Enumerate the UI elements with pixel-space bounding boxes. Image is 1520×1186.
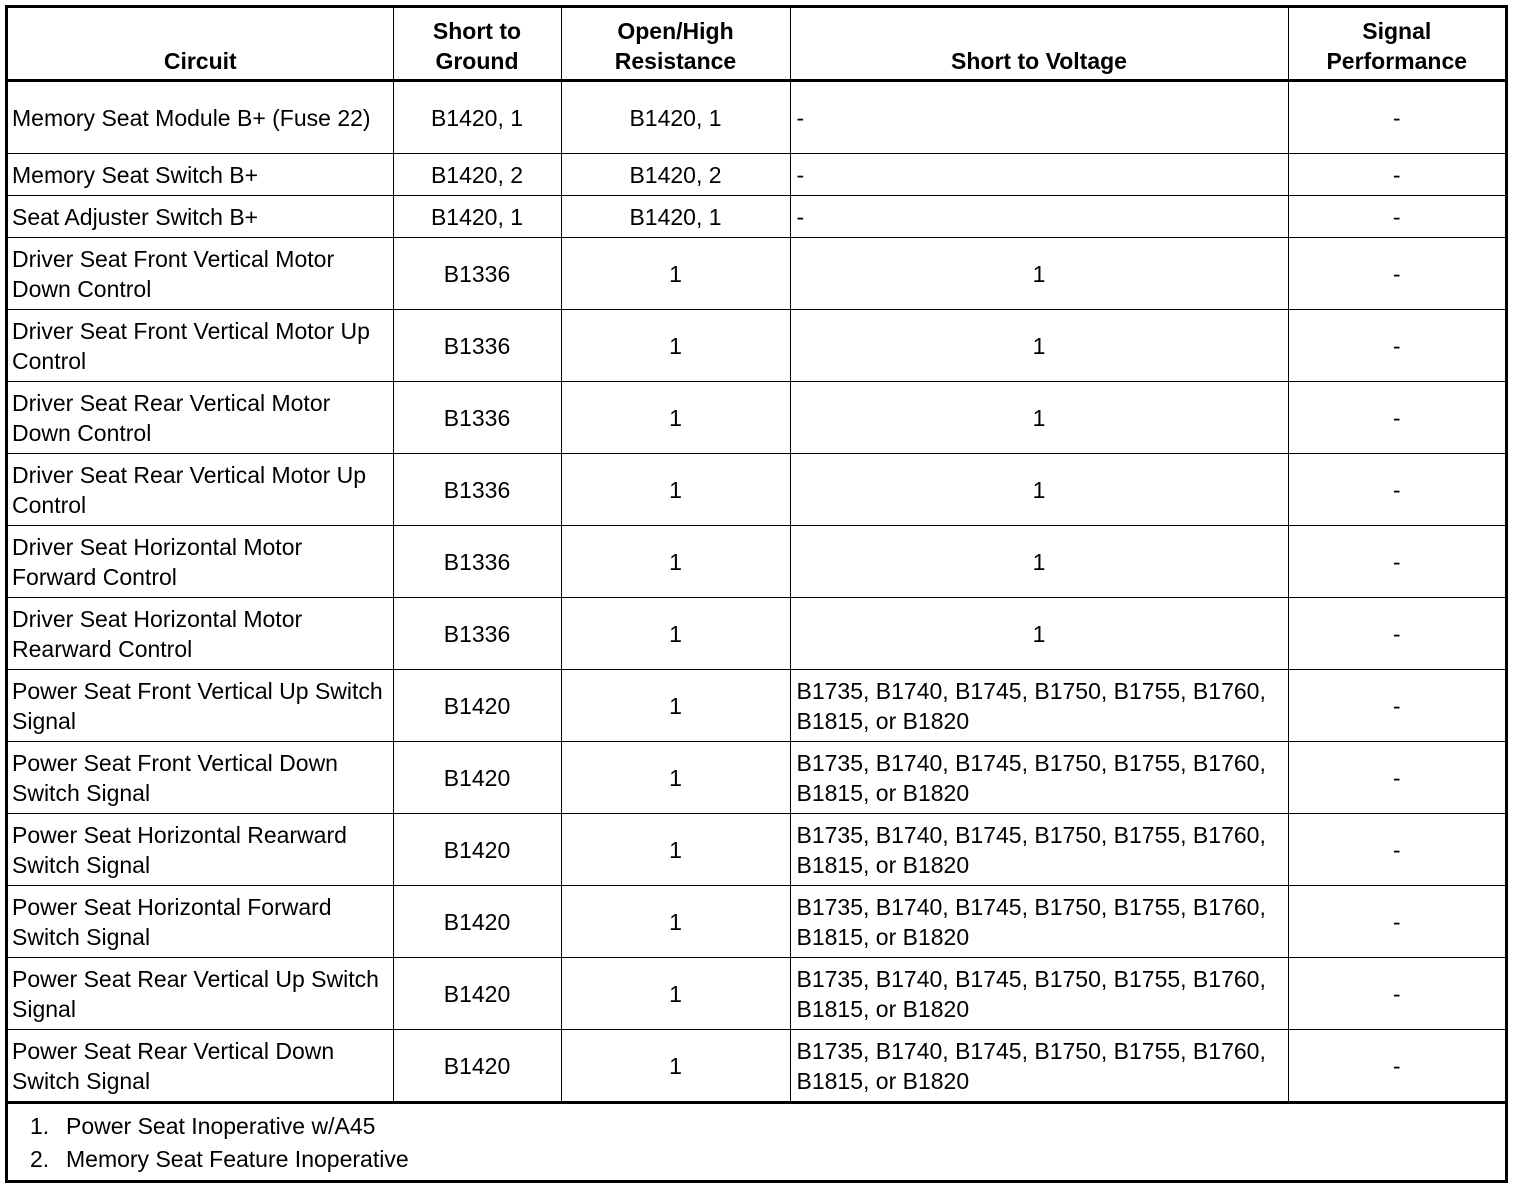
footnote-number: 1.: [30, 1113, 50, 1139]
cell-short-to-voltage: 1: [790, 598, 1288, 670]
cell-short-to-voltage: 1: [790, 310, 1288, 382]
footnote-item: [30, 1143, 1505, 1176]
footnote-text: Memory Seat Feature Inoperative: [66, 1146, 409, 1172]
table-row: [8, 670, 1505, 742]
table-row: [8, 310, 1505, 382]
cell-short-to-voltage: B1735, B1740, B1745, B1750, B1755, B1760, B1815, or B1820: [790, 958, 1288, 1030]
footnote-number: 2.: [30, 1146, 50, 1172]
cell-short-to-voltage: -: [790, 81, 1288, 154]
cell-circuit: Memory Seat Switch B+: [8, 154, 393, 196]
cell-short-to-ground: B1420: [393, 886, 561, 958]
cell-signal-performance: -: [1288, 196, 1505, 238]
cell-circuit: Power Seat Rear Vertical Up Switch Signal: [8, 958, 393, 1030]
cell-open-high-resistance: 1: [561, 958, 790, 1030]
cell-short-to-ground: B1336: [393, 382, 561, 454]
cell-open-high-resistance: B1420, 1: [561, 196, 790, 238]
table-row: [8, 814, 1505, 886]
cell-circuit: Power Seat Front Vertical Up Switch Signal: [8, 670, 393, 742]
table-row: [8, 154, 1505, 196]
cell-short-to-voltage: B1735, B1740, B1745, B1750, B1755, B1760, B1815, or B1820: [790, 814, 1288, 886]
cell-signal-performance: -: [1288, 742, 1505, 814]
cell-short-to-ground: B1336: [393, 454, 561, 526]
cell-circuit: Power Seat Horizontal Rearward Switch Signal: [8, 814, 393, 886]
header-open-high-resistance: Open/High Resistance: [561, 8, 790, 81]
header-signal-performance: Signal Performance: [1288, 8, 1505, 81]
table-row: [8, 526, 1505, 598]
cell-short-to-ground: B1336: [393, 598, 561, 670]
cell-circuit: Power Seat Rear Vertical Down Switch Signal: [8, 1030, 393, 1103]
cell-short-to-ground: B1420: [393, 670, 561, 742]
cell-open-high-resistance: 1: [561, 1030, 790, 1103]
table-body: [8, 81, 1505, 1103]
cell-circuit: Seat Adjuster Switch B+: [8, 196, 393, 238]
table-row: [8, 81, 1505, 154]
cell-short-to-ground: B1420, 2: [393, 154, 561, 196]
cell-short-to-ground: B1420, 1: [393, 196, 561, 238]
cell-signal-performance: -: [1288, 814, 1505, 886]
cell-open-high-resistance: 1: [561, 742, 790, 814]
cell-circuit: Power Seat Horizontal Forward Switch Signal: [8, 886, 393, 958]
cell-open-high-resistance: 1: [561, 382, 790, 454]
cell-signal-performance: -: [1288, 310, 1505, 382]
table-row: [8, 454, 1505, 526]
cell-circuit: Driver Seat Rear Vertical Motor Down Control: [8, 382, 393, 454]
cell-open-high-resistance: B1420, 2: [561, 154, 790, 196]
cell-open-high-resistance: B1420, 1: [561, 81, 790, 154]
table-row: [8, 886, 1505, 958]
cell-signal-performance: -: [1288, 886, 1505, 958]
table-row: [8, 958, 1505, 1030]
cell-open-high-resistance: 1: [561, 814, 790, 886]
header-row: [8, 8, 1505, 81]
cell-open-high-resistance: 1: [561, 454, 790, 526]
cell-circuit: Memory Seat Module B+ (Fuse 22): [8, 81, 393, 154]
table-row: [8, 238, 1505, 310]
table-row: [8, 382, 1505, 454]
header-short-to-voltage: Short to Voltage: [790, 8, 1288, 81]
cell-circuit: Driver Seat Front Vertical Motor Up Control: [8, 310, 393, 382]
cell-signal-performance: -: [1288, 382, 1505, 454]
cell-open-high-resistance: 1: [561, 598, 790, 670]
cell-signal-performance: -: [1288, 526, 1505, 598]
cell-signal-performance: -: [1288, 598, 1505, 670]
cell-signal-performance: -: [1288, 454, 1505, 526]
cell-short-to-ground: B1336: [393, 310, 561, 382]
cell-circuit: Driver Seat Rear Vertical Motor Up Control: [8, 454, 393, 526]
footnote-text: Power Seat Inoperative w/A45: [66, 1113, 376, 1139]
table-row: [8, 196, 1505, 238]
cell-circuit: Driver Seat Horizontal Motor Rearward Control: [8, 598, 393, 670]
table-row: [8, 742, 1505, 814]
cell-signal-performance: -: [1288, 154, 1505, 196]
dtc-circuit-table-frame: [5, 5, 1508, 1183]
cell-open-high-resistance: 1: [561, 238, 790, 310]
cell-signal-performance: -: [1288, 81, 1505, 154]
cell-short-to-voltage: 1: [790, 382, 1288, 454]
header-circuit: Circuit: [8, 8, 393, 81]
cell-short-to-voltage: B1735, B1740, B1745, B1750, B1755, B1760, B1815, or B1820: [790, 742, 1288, 814]
cell-open-high-resistance: 1: [561, 886, 790, 958]
cell-open-high-resistance: 1: [561, 670, 790, 742]
cell-short-to-ground: B1420: [393, 1030, 561, 1103]
cell-open-high-resistance: 1: [561, 310, 790, 382]
cell-circuit: Power Seat Front Vertical Down Switch Signal: [8, 742, 393, 814]
cell-short-to-ground: B1336: [393, 238, 561, 310]
table-row: [8, 598, 1505, 670]
cell-short-to-voltage: 1: [790, 526, 1288, 598]
cell-short-to-voltage: 1: [790, 454, 1288, 526]
cell-short-to-ground: B1420: [393, 742, 561, 814]
cell-circuit: Driver Seat Horizontal Motor Forward Control: [8, 526, 393, 598]
footnotes: [8, 1104, 1505, 1176]
cell-short-to-ground: B1420, 1: [393, 81, 561, 154]
cell-short-to-ground: B1420: [393, 814, 561, 886]
cell-signal-performance: -: [1288, 958, 1505, 1030]
cell-short-to-voltage: -: [790, 196, 1288, 238]
cell-signal-performance: -: [1288, 238, 1505, 310]
cell-short-to-voltage: 1: [790, 238, 1288, 310]
cell-signal-performance: -: [1288, 670, 1505, 742]
header-short-to-ground: Short to Ground: [393, 8, 561, 81]
cell-short-to-voltage: -: [790, 154, 1288, 196]
cell-short-to-ground: B1420: [393, 958, 561, 1030]
table-row: [8, 1030, 1505, 1103]
cell-signal-performance: -: [1288, 1030, 1505, 1103]
cell-short-to-voltage: B1735, B1740, B1745, B1750, B1755, B1760, B1815, or B1820: [790, 886, 1288, 958]
cell-circuit: Driver Seat Front Vertical Motor Down Control: [8, 238, 393, 310]
cell-open-high-resistance: 1: [561, 526, 790, 598]
footnote-item: [30, 1110, 1505, 1143]
cell-short-to-voltage: B1735, B1740, B1745, B1750, B1755, B1760, B1815, or B1820: [790, 670, 1288, 742]
cell-short-to-voltage: B1735, B1740, B1745, B1750, B1755, B1760, B1815, or B1820: [790, 1030, 1288, 1103]
cell-short-to-ground: B1336: [393, 526, 561, 598]
dtc-circuit-table: [8, 8, 1505, 1104]
